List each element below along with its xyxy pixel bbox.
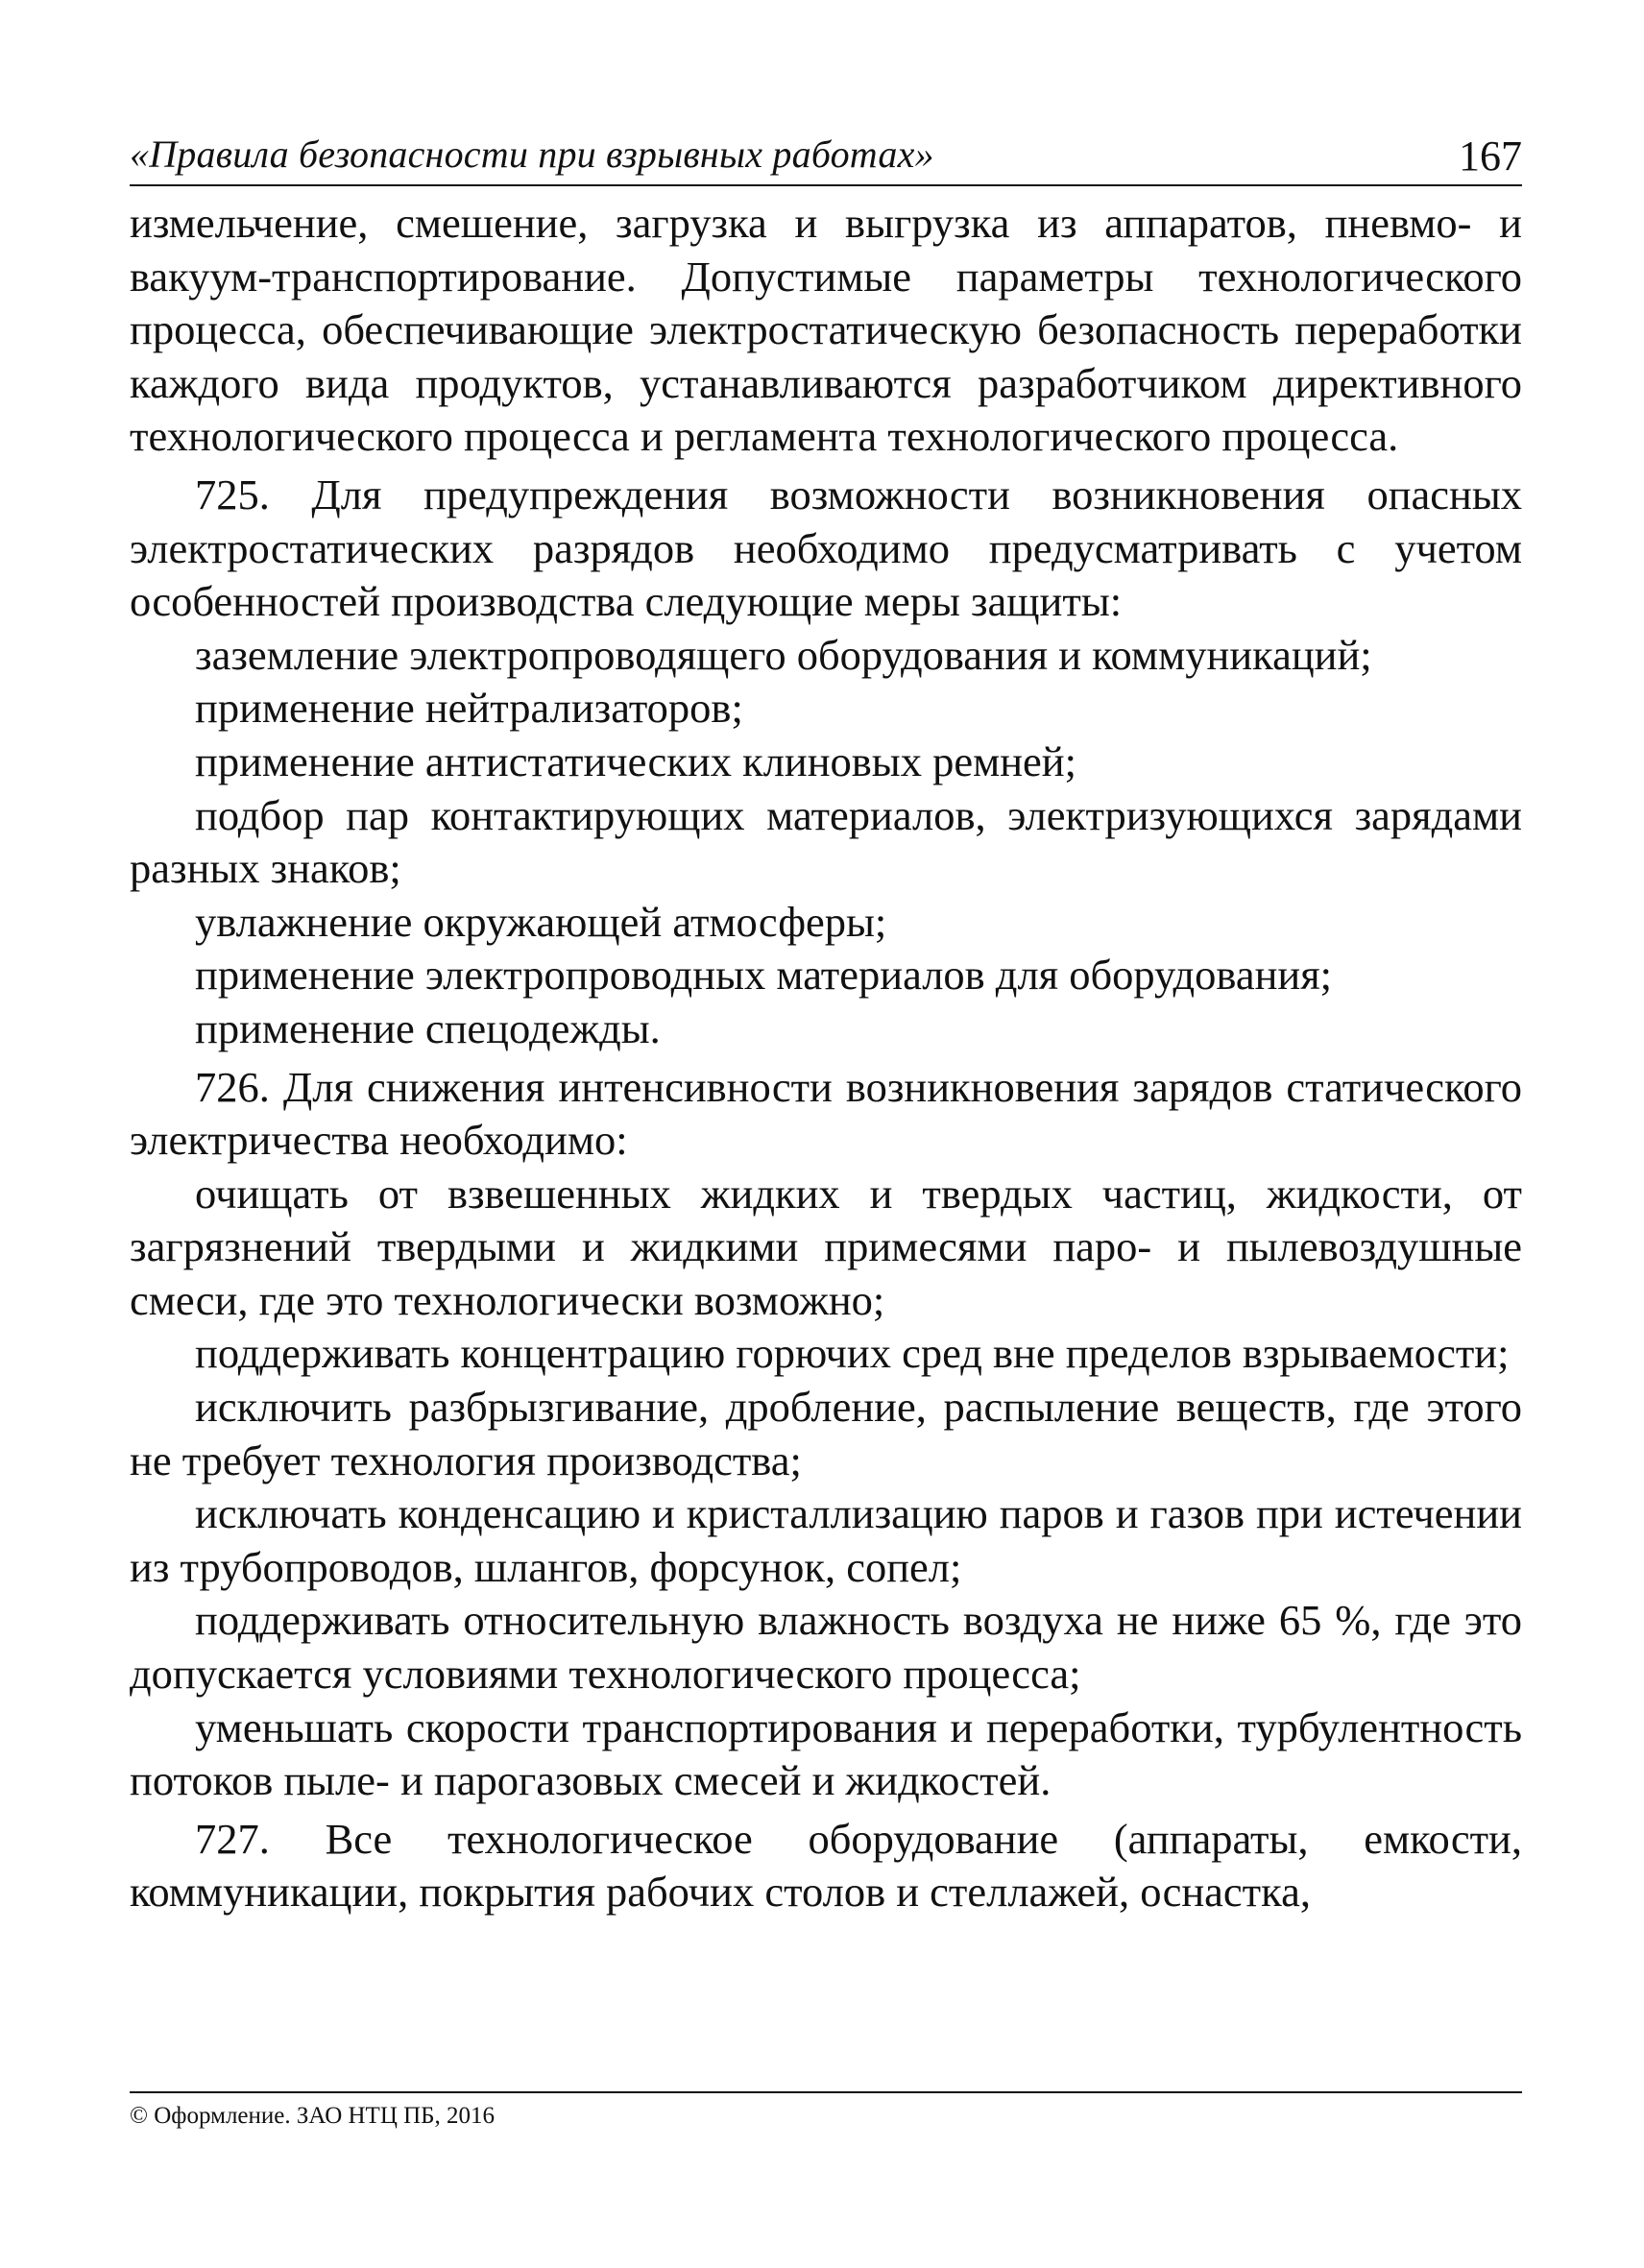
list-item: уменьшать скорости транспортирования и переработки, турбулентность потоков пыле- и парогазовых смесей и жидкостей. bbox=[130, 1702, 1522, 1805]
list-item: применение антистатических клиновых ремней; bbox=[195, 736, 1076, 785]
list-item: применение спецодежды. bbox=[195, 1003, 661, 1052]
paragraph-continuation: измельчение, смешение, загрузка и выгрузка из аппаратов, пневмо- и вакуум-транспортирование. Допустимые параметры технологического процесса, обеспечивающие электростатическую безопасность переработки каждого вида продуктов, устанавливаются разработчиком директивного технологического процесса и регламента технологического процесса. bbox=[130, 199, 1522, 461]
list-item: поддерживать относительную влажность воздуха не ниже 65 %, где это допускается условиями технологического процесса; bbox=[130, 1596, 1522, 1699]
list-item: очищать от взвешенных жидких и твердых частиц, жидкости, от загрязнений твердыми и жидкими примесями паро- и пылевоздушные смеси, где это технологически возможно; bbox=[130, 1169, 1522, 1324]
running-header-title: «Правила безопасности при взрывных работах» bbox=[130, 133, 934, 176]
paragraph-727: 727. Все технологическое оборудование (аппараты, емкости, коммуникации, покрытия рабочих столов и стеллажей, оснастка, bbox=[130, 1814, 1522, 1917]
running-header bbox=[130, 123, 1522, 186]
list-item: исключать конденсацию и кристаллизацию паров и газов при истечении из трубопроводов, шлангов, форсунок, сопел; bbox=[130, 1489, 1522, 1591]
page-footer bbox=[130, 2091, 1522, 2130]
list-item: применение электропроводных материалов для оборудования; bbox=[195, 951, 1333, 1000]
copyright-notice: © Оформление. ЗАО НТЦ ПБ, 2016 bbox=[130, 2103, 496, 2129]
list-item: подбор пар контактирующих материалов, электризующихся зарядами разных знаков; bbox=[130, 790, 1522, 893]
page-number: 167 bbox=[1459, 133, 1522, 180]
list-item: применение нейтрализаторов; bbox=[195, 684, 743, 733]
list-item: заземление электропроводящего оборудования и коммуникаций; bbox=[195, 630, 1372, 679]
paragraph-725: 725. Для предупреждения возможности возникновения опасных электростатических разрядов необходимо предусматривать с учетом особенностей производства следующие меры защиты: bbox=[130, 470, 1522, 626]
list-item: исключить разбрызгивание, дробление, распыление веществ, где этого не требует технология производства; bbox=[130, 1383, 1522, 1484]
body-text bbox=[130, 197, 1522, 1919]
list-item: поддерживать концентрацию горючих сред вне пределов взрываемости; bbox=[195, 1329, 1510, 1378]
paragraph-726: 726. Для снижения интенсивности возникновения зарядов статического электричества необходимо: bbox=[130, 1062, 1522, 1165]
list-item: увлажнение окружающей атмосферы; bbox=[195, 897, 887, 946]
